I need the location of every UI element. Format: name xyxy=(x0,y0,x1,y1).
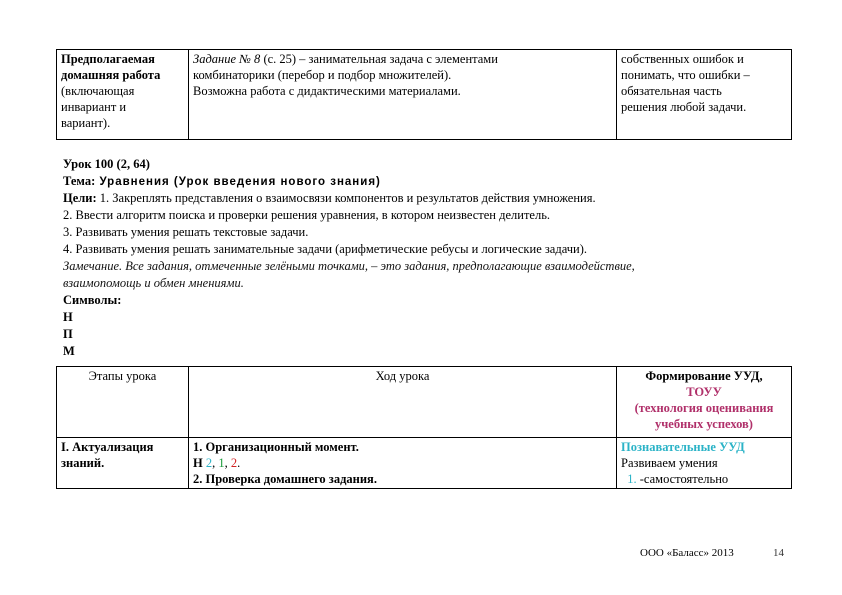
homework-task-line: комбинаторики (перебор и подбор множителей). xyxy=(193,68,452,82)
homework-label-line: инвариант и xyxy=(61,100,127,114)
header-stages-label: Этапы урока xyxy=(88,369,157,383)
table-header-row xyxy=(57,367,792,438)
lesson-note-line: взаимопомощь и обмен мнениями. xyxy=(63,276,244,290)
header-uud-title: Формирование УУД, xyxy=(645,369,763,383)
lesson-goal-2: 2. Ввести алгоритм поиска и проверки решения уравнения, в котором неизвестен делитель. xyxy=(63,208,551,222)
lesson-goal-1 xyxy=(63,190,803,207)
homework-label-line: вариант). xyxy=(61,116,111,130)
symbol-n: Н xyxy=(63,310,73,324)
course-cell xyxy=(189,438,617,489)
goals-label: Цели: xyxy=(63,191,97,205)
uud-skill-text: -самостоятельно xyxy=(639,472,729,486)
uud-skill-line xyxy=(621,471,787,487)
uud-cell xyxy=(617,438,792,489)
footer-company: ООО «Баласс» 2013 xyxy=(640,547,734,559)
lesson-table xyxy=(56,366,792,489)
header-uud xyxy=(617,367,792,438)
symbol-marker: Н xyxy=(193,456,203,470)
homework-label-line: домашняя работа xyxy=(61,68,161,82)
task-label: Задание № 8 xyxy=(193,52,261,66)
symbol-p: П xyxy=(63,327,73,341)
course-item-2: 2. Проверка домашнего задания. xyxy=(193,472,377,486)
lesson-goal-3: 3. Развивать умения решать текстовые задачи. xyxy=(63,225,309,239)
uud-text-line: собственных ошибок и xyxy=(621,52,744,66)
uud-skill-number: 1. xyxy=(627,472,637,486)
header-course-label: Ход урока xyxy=(375,369,430,383)
uud-category: Познавательные УУД xyxy=(621,440,745,454)
header-uud-touu: ТОУУ xyxy=(686,385,722,399)
stage-line: I. Актуализация xyxy=(61,440,154,454)
topic-text: Уравнения (Урок введения нового знания) xyxy=(95,176,381,188)
homework-task-line: Возможна работа с дидактическими материалами. xyxy=(193,84,461,98)
lesson-note-line: Замечание. Все задания, отмеченные зелёными точками, – это задания, предполагающие взаимодействие, xyxy=(63,259,635,273)
symbols-label: Символы: xyxy=(63,293,122,307)
table-row xyxy=(57,438,792,489)
lesson-topic xyxy=(63,173,803,190)
homework-task-cell xyxy=(189,50,617,140)
task-ref: (с. 25) – занимательная задача с элементами xyxy=(260,52,498,66)
topic-label: Тема: xyxy=(63,174,96,188)
page-number: 14 xyxy=(773,547,784,559)
separator: . xyxy=(237,456,241,470)
lesson-title: Урок 100 (2, 64) xyxy=(63,157,150,171)
homework-table xyxy=(56,49,792,140)
course-symbols-line xyxy=(193,455,612,471)
stage-line: знаний. xyxy=(61,456,105,470)
uud-develop: Развиваем умения xyxy=(621,456,718,470)
separator: , xyxy=(224,456,231,470)
header-uud-tech: учебных успехов) xyxy=(655,417,753,431)
homework-label-line: (включающая xyxy=(61,84,135,98)
header-course xyxy=(189,367,617,438)
homework-label-line: Предполагаемая xyxy=(61,52,155,66)
header-uud-tech: (технология оценивания xyxy=(634,401,774,415)
task-number-green: 1 xyxy=(218,456,225,470)
task-number-red: 2 xyxy=(230,456,238,470)
task-number-green: 2 xyxy=(205,456,213,470)
homework-task-line xyxy=(193,51,612,67)
symbol-m: М xyxy=(63,344,75,358)
uud-text-line: понимать, что ошибки – xyxy=(621,68,750,82)
uud-text-line: обязательная часть xyxy=(621,84,722,98)
homework-uud-cell xyxy=(617,50,792,140)
lesson-description xyxy=(63,156,803,360)
stage-cell xyxy=(57,438,189,489)
goal-text: 1. Закреплять представления о взаимосвязи компонентов и результатов действия умножения. xyxy=(96,191,596,205)
separator: , xyxy=(212,456,219,470)
uud-text-line: решения любой задачи. xyxy=(621,100,747,114)
homework-label-cell xyxy=(57,50,189,140)
lesson-goal-4: 4. Развивать умения решать занимательные задачи (арифметические ребусы и логические задачи). xyxy=(63,242,588,256)
course-item-1: 1. Организационный момент. xyxy=(193,440,359,454)
header-stages xyxy=(57,367,189,438)
